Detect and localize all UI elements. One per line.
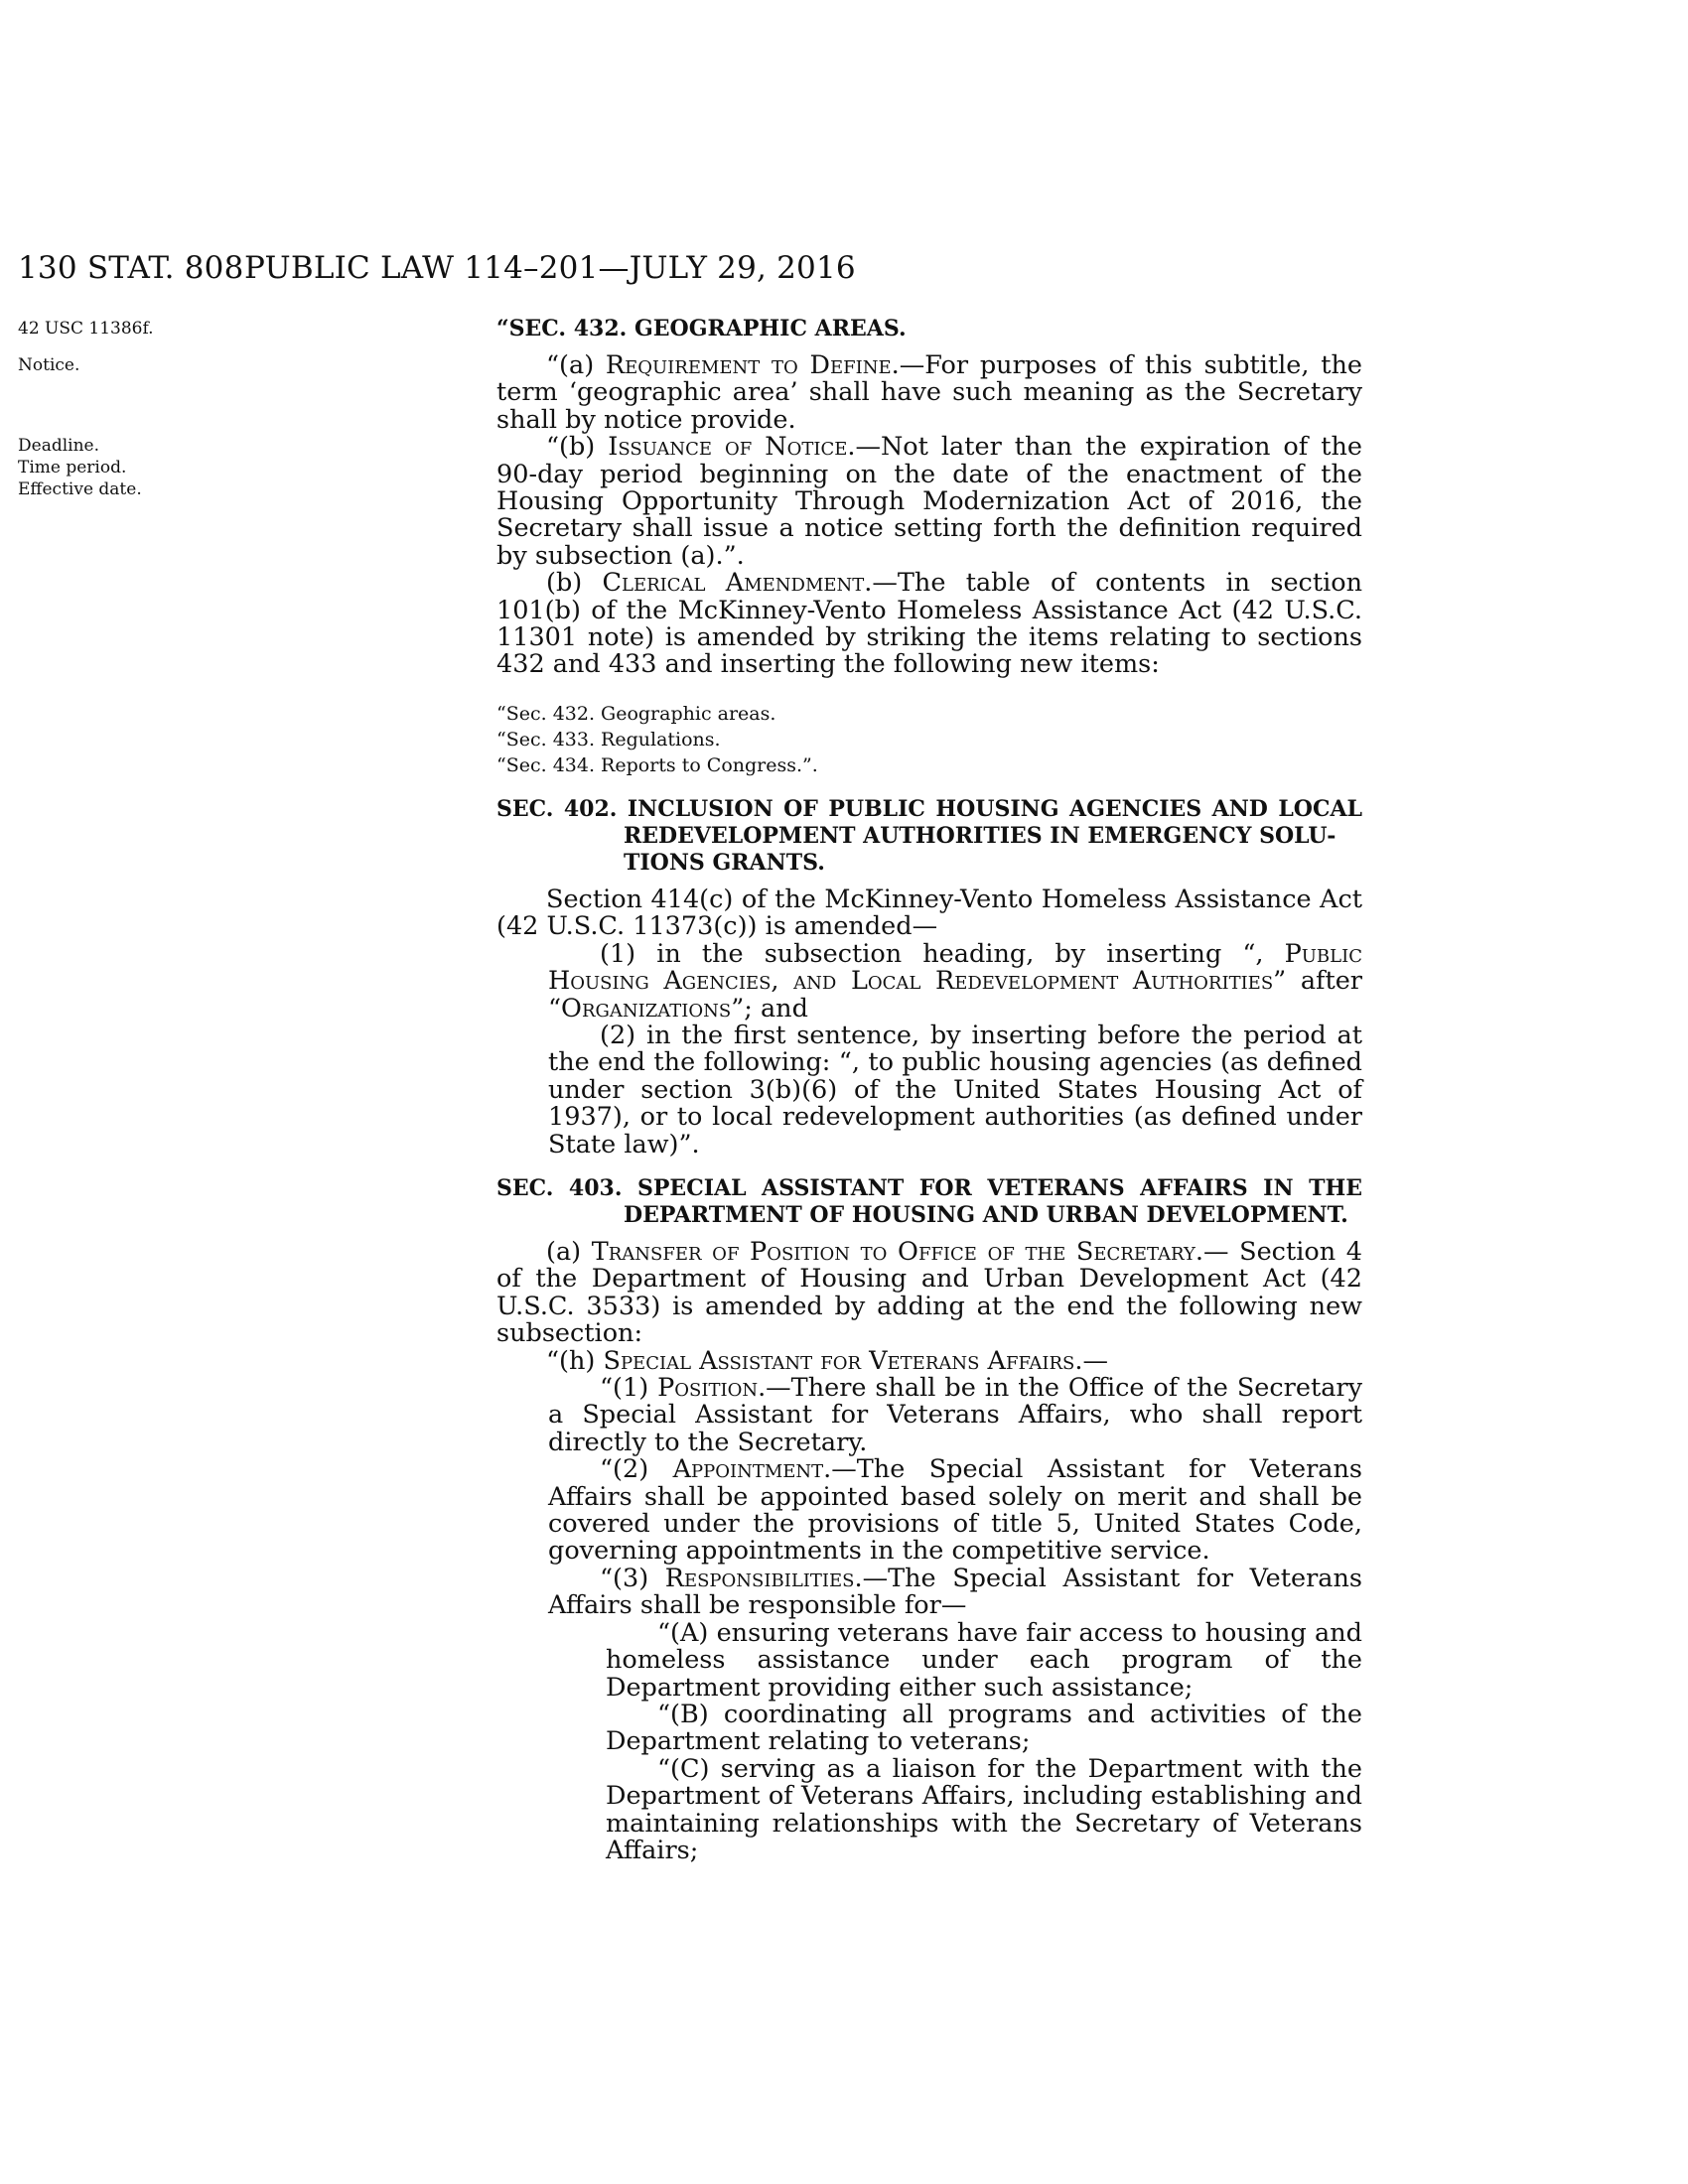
toc-item: “Sec. 434. Reports to Congress.”. xyxy=(496,754,818,776)
toc-items xyxy=(496,701,818,778)
subparagraph-b: “(B) coordinating all programs and activities of the Department relating to veterans; xyxy=(606,1699,1362,1757)
sec-403-subsection-a: (a) Transfer of Position to Office of the Secretary.— Section 4 of the Department of Housing and Urban Development Act (42 U.S.C. 3533) is amended by adding at the end the following new subsection: xyxy=(496,1237,1362,1349)
sec-403-heading-text: SEC. 403. SPECIAL ASSISTANT FOR VETERANS AFFAIRS IN THE DEPARTMENT OF HOUSING AND URBAN DEVELOPMENT. xyxy=(496,1175,1362,1228)
subparagraph-c: “(C) serving as a liaison for the Department with the Department of Veterans Affairs, including establishing and maintaining relationships with the Secretary of Veterans Affairs; xyxy=(606,1753,1362,1865)
subparagraph-a: “(A) ensuring veterans have fair access to housing and homeless assistance under each program of the Department providing either such assistance; xyxy=(606,1617,1362,1703)
margin-note-deadline: Deadline. xyxy=(18,436,99,456)
margin-note-effective-date: Effective date. xyxy=(18,479,142,499)
sec-402-item-2: (2) in the first sentence, by inserting before the period at the end the following: “, to public housing agencies (as defined under section 3(b)(6) of the United States Housing Act of 1937), or to local redevelopment authorities (as defined under State law)”. xyxy=(548,1021,1362,1160)
sec-432-heading: “SEC. 432. GEOGRAPHIC AREAS. xyxy=(496,316,907,341)
toc-item: “Sec. 432. Geographic areas. xyxy=(496,703,776,725)
margin-note-block xyxy=(18,435,142,500)
sec-432-subsection-b: “(b) Issuance of Notice.—Not later than the expiration of the 90-day period beginning on the date of the enactment of the Housing Opportunity Through Modernization Act of 2016, the Secretary shall issue a notice setting forth the definition required by subsection (a).”. xyxy=(496,432,1362,571)
clerical-amendment: (b) Clerical Amendment.—The table of contents in section 101(b) of the McKinney-Vento Homeless Assistance Act (42 U.S.C. 11301 note) is amended by striking the items relating to sections 432 and 433 and inserting the following new items: xyxy=(496,568,1363,680)
subsection-h: “(h) Special Assistant for Veterans Affairs.— xyxy=(546,1345,1108,1376)
stat-page-number: 130 STAT. 808 xyxy=(18,250,244,286)
sec-403-body xyxy=(496,1239,1362,1864)
law-title-header: PUBLIC LAW 114–201—JULY 29, 2016 xyxy=(244,250,856,286)
sec-402-item-1: (1) in the subsection heading, by inserting “, Public Housing Agencies, and Local Redevelopment Authorities” after “Organizations”; and xyxy=(548,938,1362,1024)
paragraph-3-responsibilities: “(3) Responsibilities.—The Special Assistant for Veterans Affairs shall be responsible for— xyxy=(548,1563,1362,1621)
toc-item: “Sec. 433. Regulations. xyxy=(496,729,721,751)
sec-403-heading xyxy=(496,1175,1362,1229)
sec-402-body xyxy=(496,887,1362,1159)
paragraph-2-appointment: “(2) Appointment.—The Special Assistant for Veterans Affairs shall be appointed based solely on merit and shall be covered under the provisions of title 5, United States Code, governing appointments in the competitive service. xyxy=(548,1454,1362,1567)
paragraph-1-position: “(1) Position.—There shall be in the Office of the Secretary a Special Assistant for Veterans Affairs, who shall report directly to the Secretary. xyxy=(548,1373,1362,1457)
margin-note-notice: Notice. xyxy=(18,355,80,375)
sec-402-heading xyxy=(496,796,1362,877)
margin-note-time-period: Time period. xyxy=(18,458,127,478)
sec-402-heading-line2: TIONS GRANTS. xyxy=(624,850,825,876)
sec-432-subsection-a: “(a) Requirement to Define.—For purposes of this subtitle, the term ‘geographic area’ shall have such meaning as the Secretary shall by notice provide. xyxy=(496,350,1362,435)
sec-402-intro: Section 414(c) of the McKinney-Vento Homeless Assistance Act (42 U.S.C. 11373(c)) is amended— xyxy=(496,885,1362,942)
margin-note-usc: 42 USC 11386f. xyxy=(18,319,154,339)
sec-432-body xyxy=(496,352,1362,679)
sec-402-heading-line1: SEC. 402. INCLUSION OF PUBLIC HOUSING AGENCIES AND LOCAL REDEVELOPMENT AUTHORITIES IN EMERGENCY SOLU- xyxy=(496,796,1362,849)
